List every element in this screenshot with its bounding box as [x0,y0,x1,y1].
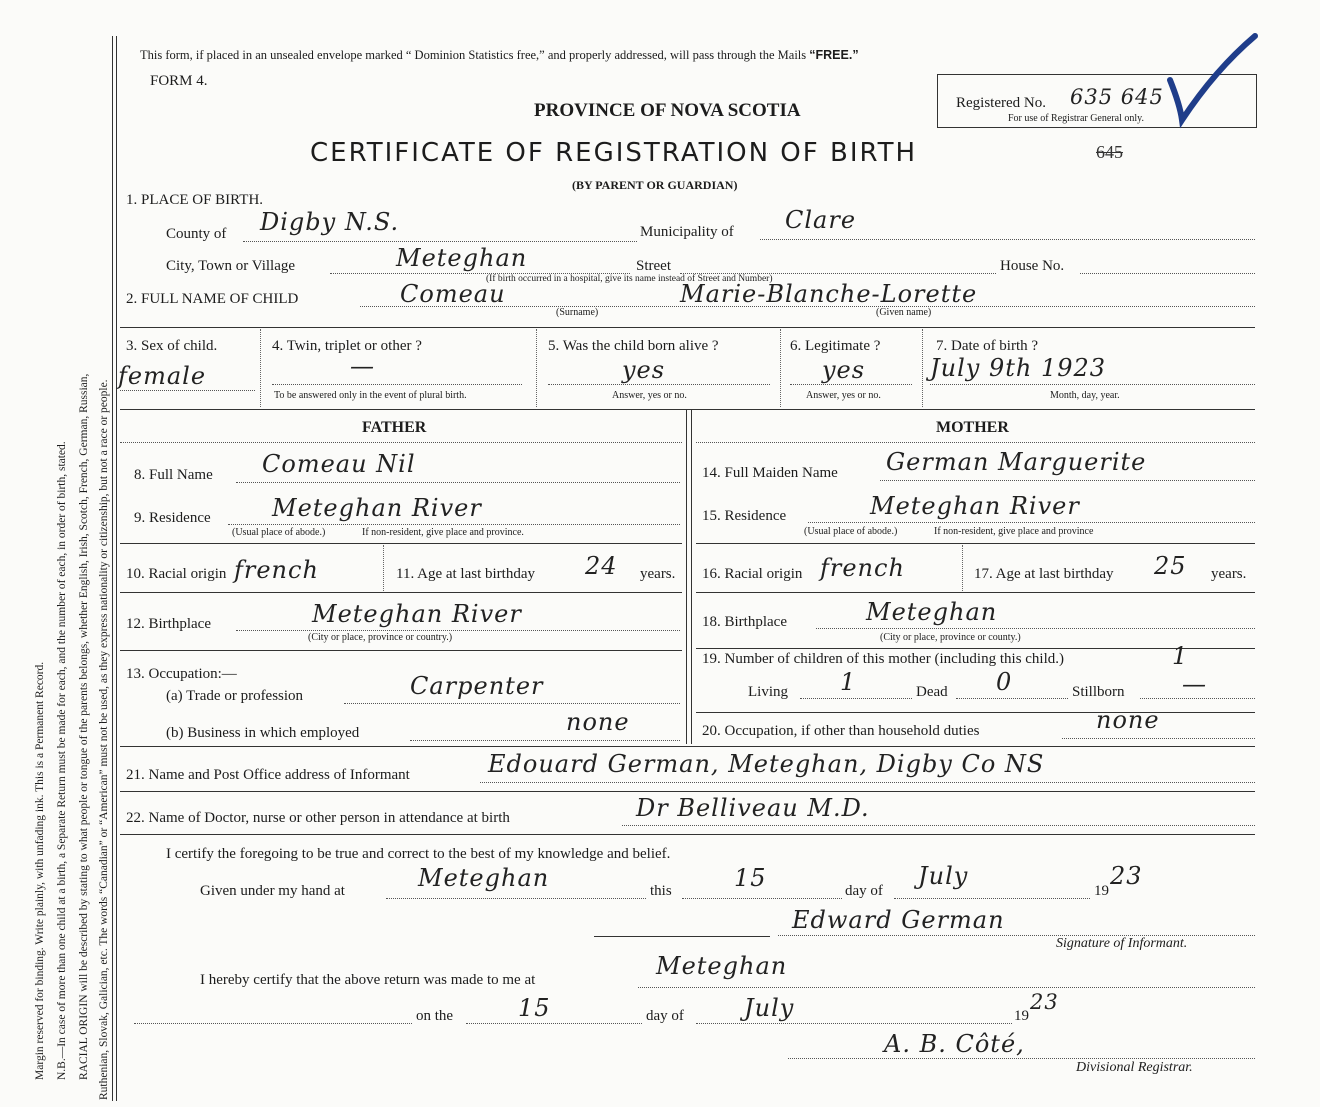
father-birthplace-label: 12. Birthplace [126,616,211,632]
father-residence-line [228,524,680,525]
dob-caption: Month, day, year. [1050,390,1120,401]
rule-informant-top [120,746,1255,747]
father-birthplace-caption: (City or place, province or country.) [308,632,453,643]
county-label: County of [166,226,227,242]
trade-value: Carpenter [410,672,544,700]
legitimate-value: yes [822,356,866,384]
mother-residence: Meteghan River [870,492,1080,520]
col-divider-3 [780,329,781,407]
on-the-label: on the [416,1008,454,1024]
father-rule-1 [120,543,682,544]
legitimate-caption: Answer, yes or no. [806,390,881,401]
county-line [243,241,637,242]
mother-race-age-divider [962,545,963,591]
father-name-label: 8. Full Name [134,467,213,483]
mother-occupation-line [1062,738,1255,739]
registrar-day-line [466,1023,642,1024]
mother-name: German Marguerite [886,448,1147,476]
parents-divider [686,409,687,744]
col-divider-2 [536,329,537,407]
informant-value: Edouard German, Meteghan, Digby Co NS [488,750,1045,778]
born-alive-line [548,384,770,385]
registrar-leading-line [134,1023,412,1024]
mother-rule-2 [696,592,1255,593]
signature-short-rule [594,936,770,937]
mother-heading: MOTHER [936,419,1009,436]
father-birthplace: Meteghan River [312,600,522,628]
registrar-day: 15 [518,994,551,1022]
informant-signature-caption: Signature of Informant. [1056,936,1188,951]
twin-label: 4. Twin, triplet or other ? [272,338,422,354]
informant-line [480,782,1255,783]
dead-label: Dead [916,684,948,700]
father-residence-label: 9. Residence [134,510,211,526]
living-line [800,698,912,699]
registrar-caption: Divisional Registrar. [1076,1060,1193,1075]
margin-note-binding: Margin reserved for binding. Write plainly, with unfading ink. This is a Permanent Record. [34,661,46,1080]
registered-label: Registered No. [956,95,1046,111]
mother-age: 25 [1154,552,1187,580]
stillborn-value: — [1182,670,1207,698]
mail-notice-text: This form, if placed in an unsealed envelope marked “ Dominion Statistics free,” and properly addressed, will pass through the Mails [140,48,810,62]
dob-label: 7. Date of birth ? [936,338,1039,354]
this-label: this [650,883,672,899]
registrar-month: July [744,994,795,1022]
father-years-label: years. [640,566,676,582]
certify-statement: I certify the foregoing to be true and correct to the best of my knowledge and belief. [166,846,671,862]
child-name-label: 2. FULL NAME OF CHILD [126,291,299,307]
doctor-label: 22. Name of Doctor, nurse or other person in attendance at birth [126,810,510,826]
living-value: 1 [840,668,857,696]
informant-signature: Edward German [792,906,1005,934]
checkmark-icon [1160,30,1270,130]
margin-rule [112,36,113,1101]
registrar-signature: A. B. Côté, [884,1030,1025,1058]
business-label: (b) Business in which employed [166,725,360,741]
mother-res-caption-nonresident: If non-resident, give place and province [934,526,1094,537]
mother-residence-line [808,522,1255,523]
registrar-use-note: For use of Registrar General only. [1008,113,1144,124]
father-racial: french [234,556,319,584]
child-given-name: Marie-Blanche-Lorette [680,280,978,308]
given-month: July [918,862,969,890]
house-number-label: House No. [1000,258,1065,274]
twin-note: To be answered only in the event of plural birth. [274,390,467,401]
children-count-label: 19. Number of children of this mother (including this child.) [702,651,1065,667]
mother-occupation-label: 20. Occupation, if other than household duties [702,723,980,739]
municipality-value: Clare [785,206,857,234]
registrar-year-prefix: 19 [1014,1008,1029,1024]
day-of-label: day of [845,883,883,899]
city-value: Meteghan [396,244,528,272]
father-res-caption-abode: (Usual place of abode.) [232,527,326,538]
certificate-subtitle: (BY PARENT OR GUARDIAN) [572,178,738,192]
dead-value: 0 [996,668,1013,696]
born-alive-label: 5. Was the child born alive ? [548,338,719,354]
born-alive-caption: Answer, yes or no. [612,390,687,401]
given-day-line [682,898,842,899]
father-racial-label: 10. Racial origin [126,566,227,582]
col-divider-4 [922,329,923,407]
mail-free-label: “FREE.” [809,48,859,62]
mother-residence-label: 15. Residence [702,508,787,524]
trade-label: (a) Trade or profession [166,688,304,704]
rule-doctor-top [120,791,1255,792]
given-name-caption: (Given name) [876,307,932,318]
mother-heading-rule [696,442,1255,443]
twin-line [272,384,522,385]
father-heading-rule [120,442,682,443]
rule-row3-top [120,327,1255,328]
occupation-label: 13. Occupation:— [126,666,237,682]
father-race-age-divider [383,545,384,591]
given-place-line [386,898,646,899]
form-number: FORM 4. [150,73,208,89]
registrar-place: Meteghan [656,952,788,980]
doctor-value: Dr Belliveau M.D. [636,794,870,822]
father-name: Comeau Nil [262,450,416,478]
given-place: Meteghan [418,864,550,892]
parents-divider-inner [691,409,692,744]
municipality-line [760,239,1255,240]
dob-line [930,384,1255,385]
place-of-birth-label: 1. PLACE OF BIRTH. [126,192,264,208]
margin-note-racial-origin: RACIAL ORIGIN will be described by stating to what people or tongue of the parents belongs, whether English, Irish, Scotch, French, German, Russian, [78,373,90,1080]
given-year: 23 [1110,862,1143,890]
sex-label: 3. Sex of child. [126,338,218,354]
registrar-day-of-label: day of [646,1008,684,1024]
given-month-line [894,898,1090,899]
father-age: 24 [585,552,618,580]
mother-birthplace: Meteghan [866,598,998,626]
stillborn-line [1140,698,1255,699]
informant-label: 21. Name and Post Office address of Informant [126,767,410,783]
father-age-label: 11. Age at last birthday [396,566,535,582]
mother-occupation: none [1096,706,1160,734]
rule-certify-top [120,834,1255,835]
legitimate-label: 6. Legitimate ? [790,338,881,354]
rule-parents-top [120,409,1255,410]
father-birthplace-line [236,630,680,631]
business-line [410,740,680,741]
living-label: Living [748,684,788,700]
given-under-label: Given under my hand at [200,883,345,899]
twin-value: — [350,352,375,380]
margin-rule-inner [116,36,117,1101]
certificate-title: CERTIFICATE OF REGISTRATION OF BIRTH [310,138,918,168]
child-surname: Comeau [400,280,506,308]
stillborn-label: Stillborn [1072,684,1125,700]
business-value: none [566,708,630,736]
mother-years-label: years. [1211,566,1247,582]
registrar-month-line [696,1023,1012,1024]
hospital-note: (If birth occurred in a hospital, give its name instead of Street and Number) [486,274,773,284]
surname-caption: (Surname) [556,307,599,318]
registrar-signature-line [788,1058,1255,1059]
father-name-line [236,482,680,483]
mother-birthplace-label: 18. Birthplace [702,614,787,630]
mother-rule-4 [696,712,1255,713]
mother-birthplace-line [816,628,1255,629]
mother-res-caption-abode: (Usual place of abode.) [804,526,898,537]
sex-value: female [118,362,207,390]
sex-line [120,390,255,391]
margin-note-nationality: Ruthenian, Slovak, Galician, etc. The words “Canadian” or “American” must not be used, as they express nationality or citizenship, but not a race or people. [98,379,110,1100]
mother-rule-1 [696,543,1255,544]
father-residence: Meteghan River [272,494,482,522]
mail-notice [140,48,859,63]
mother-age-label: 17. Age at last birthday [974,566,1114,582]
house-number-line [1080,273,1255,274]
province-heading: PROVINCE OF NOVA SCOTIA [534,100,801,121]
father-heading: FATHER [362,419,427,436]
doctor-line [622,825,1255,826]
year-prefix: 19 [1094,883,1109,899]
city-label: City, Town or Village [166,258,296,274]
mother-racial: french [820,554,905,582]
father-rule-2 [120,592,682,593]
father-rule-3 [120,650,682,651]
dob-value: July 9th 1923 [930,354,1107,382]
mother-name-label: 14. Full Maiden Name [702,465,838,481]
children-count: 1 [1172,642,1189,670]
municipality-label: Municipality of [640,224,734,240]
mother-birthplace-caption: (City or place, province or county.) [880,632,1021,643]
born-alive-value: yes [622,356,666,384]
trade-line [344,703,680,704]
county-value: Digby N.S. [260,208,400,236]
father-res-caption-nonresident: If non-resident, give place and province. [362,527,524,538]
registered-number: 635 645 [1070,85,1164,109]
col-divider-1 [260,329,261,407]
dead-line [956,698,1068,699]
margin-note-multiple-births: N.B.—In case of more than one child at a birth, a Separate Return must be made for each, and the number of each, in order of birth, stated. [56,441,68,1080]
mother-racial-label: 16. Racial origin [702,566,803,582]
registrar-year: 23 [1030,990,1059,1014]
street-label: Street [636,258,671,274]
registrar-place-line [638,987,1255,988]
legitimate-line [790,384,912,385]
struck-number: 645 [1096,142,1123,162]
given-day: 15 [734,864,767,892]
mother-name-line [880,480,1255,481]
registrar-statement: I hereby certify that the above return was made to me at [200,972,536,988]
